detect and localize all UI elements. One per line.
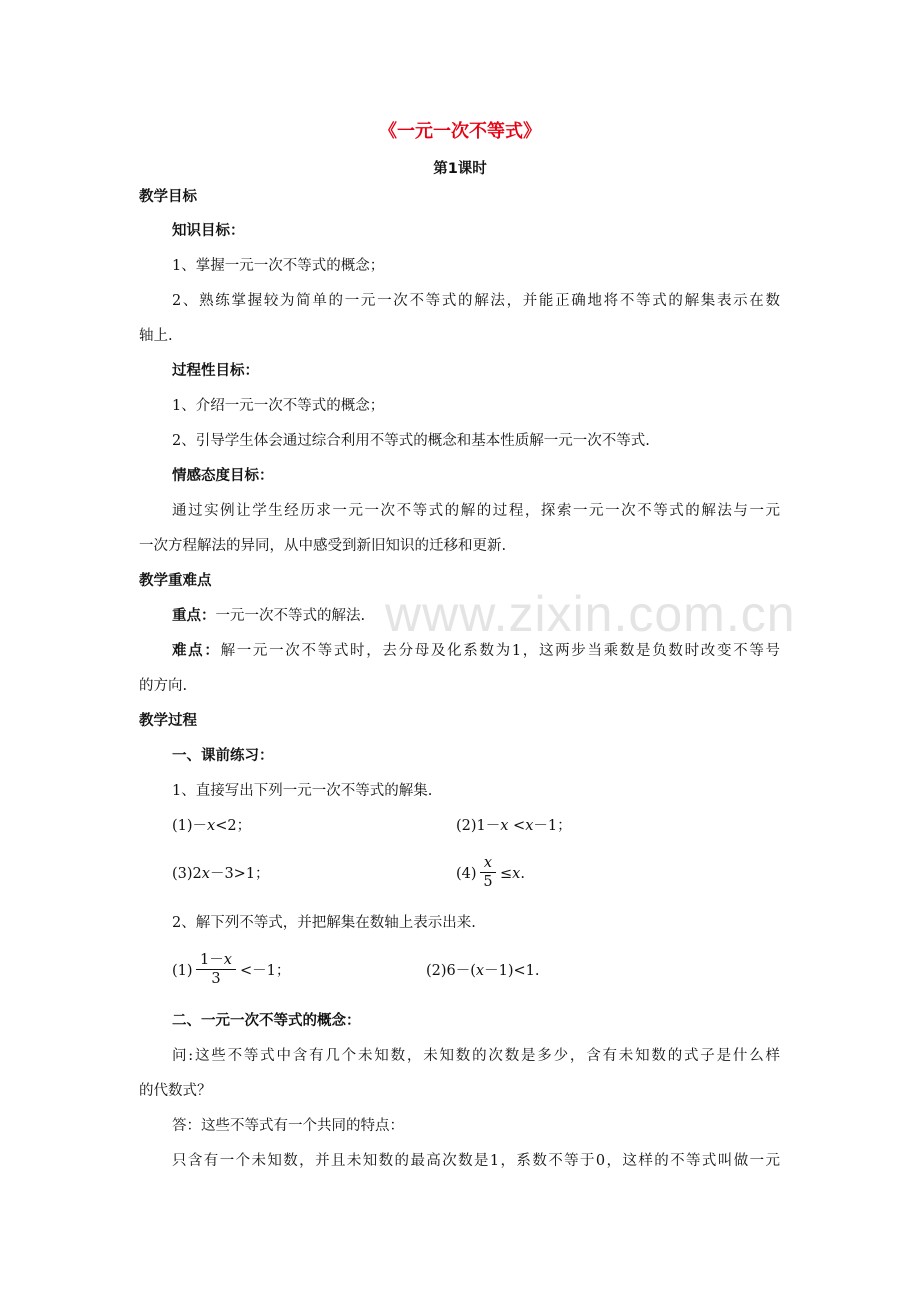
answer-text: 答：这些不等式有一个共同的特点：: [172, 1118, 404, 1134]
exercise-4-fraction: $\frac{x}{5}$: [480, 854, 496, 891]
part1-label: 一、课前练习：: [172, 748, 274, 764]
difficulties-heading: 教学重难点: [139, 573, 212, 589]
attitude-label: 情感态度目标：: [172, 468, 274, 484]
question-text-a: 问:这些不等式中含有几个未知数，未知数的次数是多少，含有未知数的式子是什么样: [172, 1048, 780, 1064]
question-2: 2、解下列不等式，并把解集在数轴上表示出来.: [172, 915, 476, 931]
exercise-1: (1)－x<2；: [172, 818, 252, 834]
hard-label: 难点：: [172, 643, 221, 659]
exercise-4-prefix: (4): [456, 866, 477, 882]
exercise-5-prefix: (1): [172, 963, 193, 979]
exercise-5-suffix: <－1；: [240, 963, 291, 979]
exercise-5-fraction: $\frac{1-x}{3}$: [196, 951, 236, 988]
knowledge-label: 知识目标：: [172, 223, 245, 239]
exercise-4-suffix: ≤x.: [500, 866, 525, 882]
key-point: [172, 606, 365, 626]
key-label: 重点：: [172, 608, 216, 624]
knowledge-item-2b: 轴上.: [139, 328, 173, 344]
attitude-text-b: 一次方程解法的异同，从中感受到新旧知识的迁移和更新.: [139, 538, 507, 554]
question-1: 1、直接写出下列一元一次不等式的解集.: [172, 783, 433, 799]
attitude-text-a: 通过实例让学生经历求一元一次不等式的解的过程，探索一元一次不等式的解法与一元: [172, 503, 780, 519]
exercise-6: (2)6－(x－1)<1.: [426, 963, 540, 979]
part2-label: 二、一元一次不等式的概念：: [172, 1013, 361, 1029]
exercise-3: (3)2x－3>1；: [172, 866, 270, 882]
hard-point-a: [172, 641, 780, 661]
key-text: 一元一次不等式的解法.: [215, 608, 366, 624]
process-item-1: 1、介绍一元一次不等式的概念；: [172, 398, 385, 414]
watermark: www.zixin.com.cn: [385, 586, 796, 642]
process-heading: 教学过程: [139, 713, 197, 729]
exercise-2: (2)1－x <x－1；: [456, 818, 572, 834]
definition-text: 只含有一个未知数，并且未知数的最高次数是1，系数不等于0，这样的不等式叫做一元: [172, 1153, 780, 1169]
process-item-2: 2、引导学生体会通过综合利用不等式的概念和基本性质解一元一次不等式.: [172, 433, 650, 449]
hard-point-b: 的方向.: [139, 678, 188, 694]
document-title: 《一元一次不等式》: [379, 121, 541, 142]
hard-text-a: 解一元一次不等式时，去分母及化系数为1，这两步当乘数是负数时改变不等号: [220, 643, 781, 659]
question-text-b: 的代数式？: [139, 1083, 212, 1099]
knowledge-item-1: 1、掌握一元一次不等式的概念；: [172, 258, 385, 274]
objectives-heading: 教学目标: [139, 189, 197, 205]
process-label: 过程性目标：: [172, 363, 259, 379]
knowledge-item-2a: 2、熟练掌握较为简单的一元一次不等式的解法，并能正确地将不等式的解集表示在数: [172, 293, 780, 309]
lesson-subtitle: 第1课时: [433, 161, 487, 177]
